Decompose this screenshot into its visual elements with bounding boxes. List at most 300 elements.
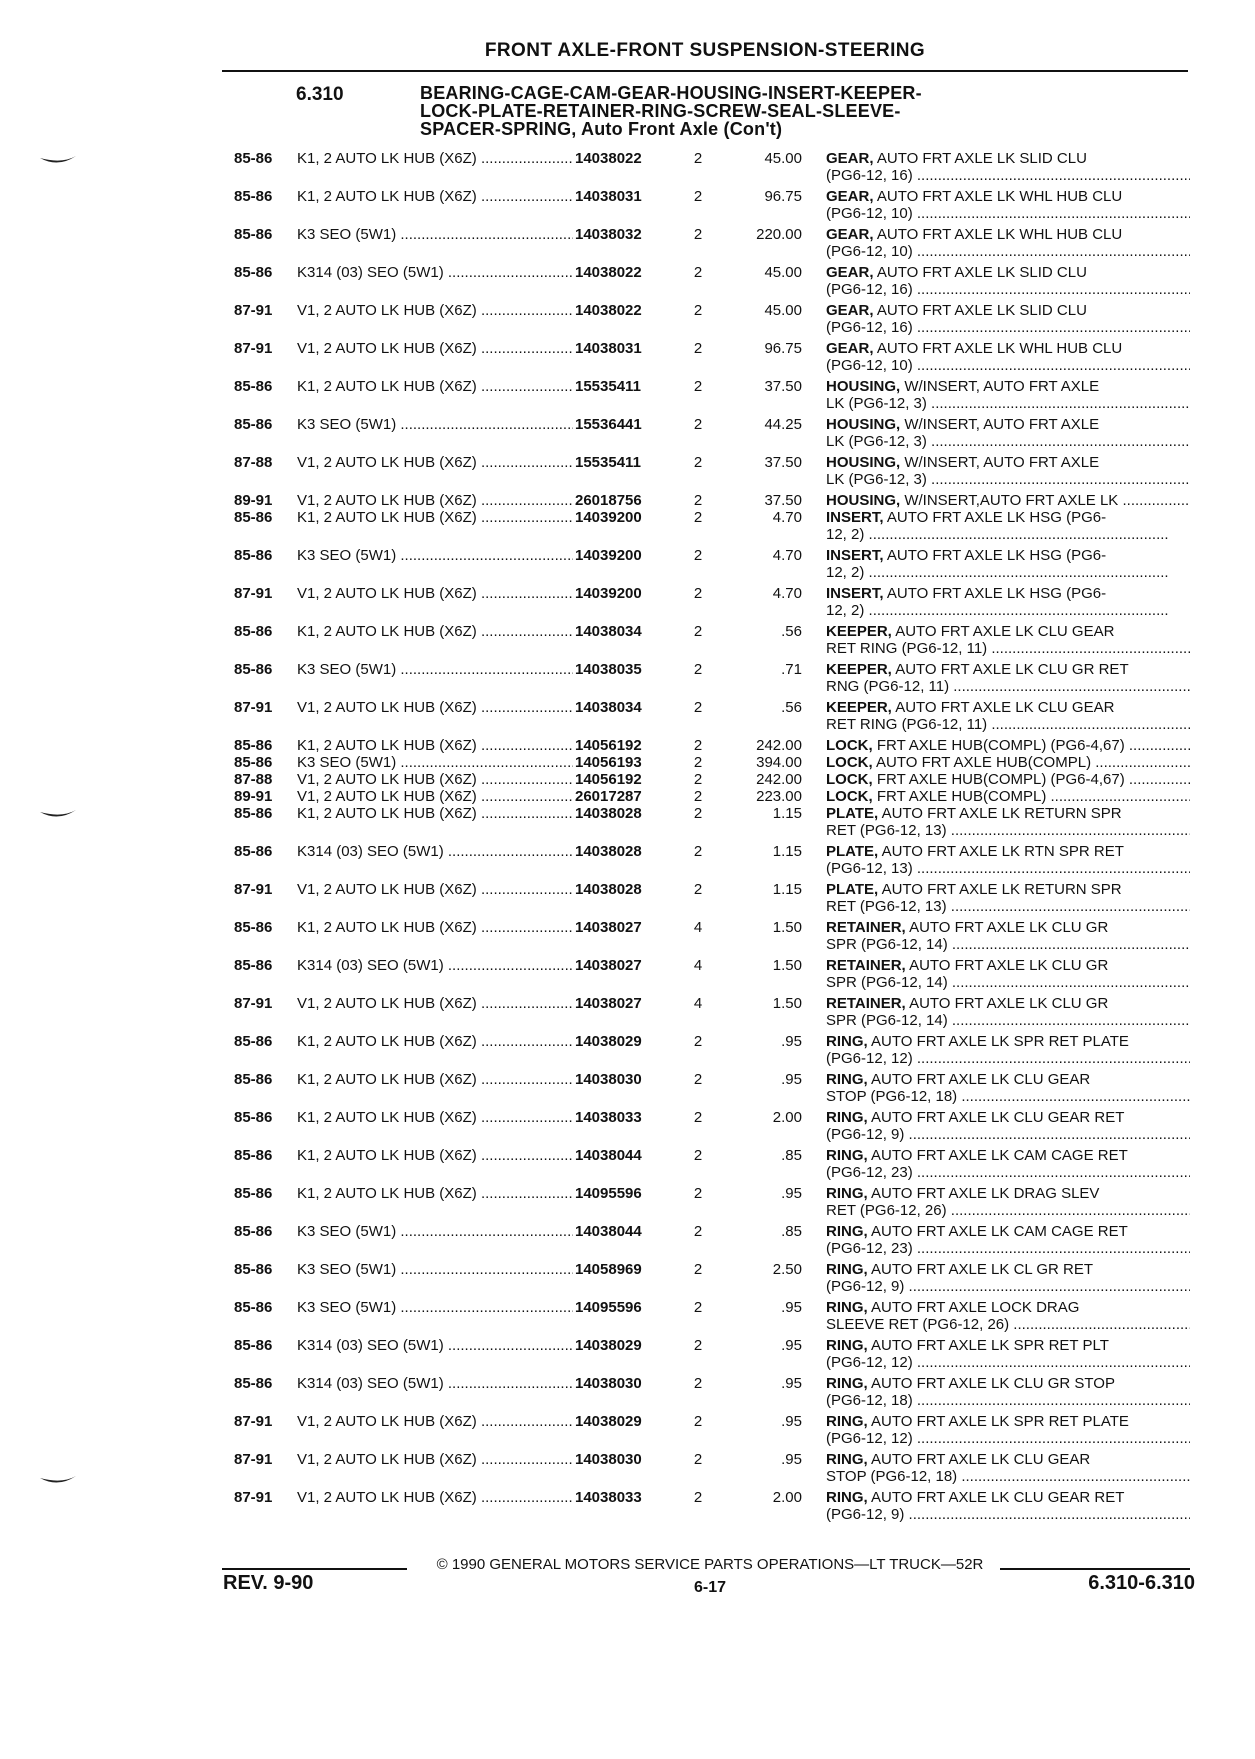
description-line bbox=[826, 843, 1190, 860]
model-years: 85-86 bbox=[234, 661, 273, 678]
model-years: 85-86 bbox=[234, 1375, 273, 1392]
description-text: FRT AXLE HUB(COMPL) (PG6-4,67) bbox=[872, 737, 1125, 754]
part-name: LOCK, bbox=[826, 754, 873, 771]
quantity: 2 bbox=[693, 1375, 703, 1392]
quantity: 2 bbox=[693, 788, 703, 805]
part-name: INSERT, bbox=[826, 585, 884, 602]
quantity: 2 bbox=[693, 454, 703, 471]
part-number: 14038044 bbox=[575, 1223, 642, 1240]
price: 4.70 bbox=[772, 547, 802, 564]
part-number: 14039200 bbox=[575, 509, 642, 526]
part-name: RING, bbox=[826, 1261, 868, 1278]
description-continuation: (PG6-12, 10) ..... bbox=[826, 243, 1190, 260]
part-description bbox=[826, 226, 1190, 260]
part-description bbox=[826, 1185, 1190, 1219]
model-years: 85-86 bbox=[234, 1261, 273, 1278]
part-description bbox=[826, 1109, 1190, 1143]
model-years: 89-91 bbox=[234, 492, 273, 509]
description-text: AUTO FRT AXLE LK CLU GEAR bbox=[891, 699, 1115, 716]
model-application: K3 SEO (5W1) ..... bbox=[297, 754, 573, 771]
price: 242.00 bbox=[756, 771, 802, 788]
part-name: RING, bbox=[826, 1489, 868, 1506]
description-text: AUTO FRT AXLE LK SPR RET PLT bbox=[867, 1337, 1109, 1354]
page-title: FRONT AXLE-FRONT SUSPENSION-STEERING bbox=[484, 40, 926, 61]
part-number: 14095596 bbox=[575, 1299, 642, 1316]
model-years: 85-86 bbox=[234, 547, 273, 564]
model-application: K1, 2 AUTO LK HUB (X6Z) ..... bbox=[297, 509, 573, 526]
part-name: KEEPER, bbox=[826, 661, 892, 678]
price: 394.00 bbox=[756, 754, 802, 771]
description-line bbox=[826, 771, 1190, 788]
description-line bbox=[826, 454, 1190, 471]
model-application: K3 SEO (5W1) ..... bbox=[297, 416, 573, 433]
part-description bbox=[826, 771, 1190, 788]
model-years: 87-91 bbox=[234, 1489, 273, 1506]
description-line bbox=[826, 378, 1190, 395]
description-continuation: (PG6-12, 18) ..... bbox=[826, 1392, 1190, 1409]
description-text: FRT AXLE HUB(COMPL) (PG6-4,67) bbox=[872, 771, 1125, 788]
description-text: AUTO FRT AXLE LK CLU GEAR RET bbox=[867, 1489, 1125, 1506]
quantity: 2 bbox=[693, 1185, 703, 1202]
model-years: 87-91 bbox=[234, 585, 273, 602]
part-name: HOUSING, bbox=[826, 416, 901, 433]
description-line bbox=[826, 805, 1190, 822]
part-name: RING, bbox=[826, 1451, 868, 1468]
model-application: V1, 2 AUTO LK HUB (X6Z) ..... bbox=[297, 881, 573, 898]
description-line bbox=[826, 1033, 1190, 1050]
part-name: RING, bbox=[826, 1299, 868, 1316]
section-title bbox=[420, 84, 1180, 138]
description-continuation: (PG6-12, 12) ..... bbox=[826, 1050, 1190, 1067]
description-continuation: RNG (PG6-12, 11) ..... bbox=[826, 678, 1190, 695]
model-years: 85-86 bbox=[234, 1071, 273, 1088]
part-number: 14038029 bbox=[575, 1337, 642, 1354]
quantity: 2 bbox=[693, 737, 703, 754]
price: 1.50 bbox=[772, 995, 802, 1012]
quantity: 2 bbox=[693, 1223, 703, 1240]
description-text: W/INSERT, AUTO FRT AXLE bbox=[900, 416, 1100, 433]
part-description bbox=[826, 1413, 1190, 1447]
part-description bbox=[826, 623, 1190, 657]
price: 37.50 bbox=[764, 378, 802, 395]
price: 242.00 bbox=[756, 737, 802, 754]
part-name: GEAR, bbox=[826, 340, 874, 357]
footer-rule-left bbox=[222, 1568, 407, 1570]
part-description bbox=[826, 1489, 1190, 1523]
price: 37.50 bbox=[764, 492, 802, 509]
description-continuation: RET (PG6-12, 26) ..... bbox=[826, 1202, 1190, 1219]
description-line bbox=[826, 1261, 1190, 1278]
description-text: AUTO FRT AXLE LK CLU GR STOP bbox=[867, 1375, 1115, 1392]
part-description bbox=[826, 1033, 1190, 1067]
model-application: K3 SEO (5W1) ..... bbox=[297, 1299, 573, 1316]
part-number: 14038034 bbox=[575, 623, 642, 640]
part-description bbox=[826, 995, 1190, 1029]
model-application: V1, 2 AUTO LK HUB (X6Z) ..... bbox=[297, 1451, 573, 1468]
description-text: AUTO FRT AXLE LK SLID CLU bbox=[873, 150, 1087, 167]
description-text: AUTO FRT AXLE LK SPR RET PLATE bbox=[867, 1413, 1129, 1430]
quantity: 2 bbox=[693, 302, 703, 319]
description-continuation: (PG6-12, 16) ..... bbox=[826, 319, 1190, 336]
description-continuation: STOP (PG6-12, 18) ..... bbox=[826, 1468, 1190, 1485]
part-description bbox=[826, 302, 1190, 336]
price: 4.70 bbox=[772, 585, 802, 602]
description-continuation: (PG6-12, 23) ..... bbox=[826, 1240, 1190, 1257]
part-number: 14056193 bbox=[575, 754, 642, 771]
quantity: 2 bbox=[693, 881, 703, 898]
part-description bbox=[826, 150, 1190, 184]
description-continuation: RET RING (PG6-12, 11) ..... bbox=[826, 640, 1190, 657]
description-text: W/INSERT, AUTO FRT AXLE bbox=[900, 454, 1100, 471]
part-description bbox=[826, 1147, 1190, 1181]
model-application: V1, 2 AUTO LK HUB (X6Z) ..... bbox=[297, 699, 573, 716]
quantity: 2 bbox=[693, 188, 703, 205]
part-description bbox=[826, 188, 1190, 222]
part-number: 14039200 bbox=[575, 585, 642, 602]
description-text: AUTO FRT AXLE LK SLID CLU bbox=[873, 302, 1087, 319]
part-name: RETAINER, bbox=[826, 995, 906, 1012]
part-name: RING, bbox=[826, 1185, 868, 1202]
model-application: K1, 2 AUTO LK HUB (X6Z) ..... bbox=[297, 1147, 573, 1164]
description-text: AUTO FRT AXLE LK RTN SPR RET bbox=[878, 843, 1124, 860]
quantity: 2 bbox=[693, 547, 703, 564]
title-divider bbox=[222, 70, 1188, 72]
part-number: 14038034 bbox=[575, 699, 642, 716]
part-number: 14038028 bbox=[575, 881, 642, 898]
model-years: 85-86 bbox=[234, 919, 273, 936]
price: 4.70 bbox=[772, 509, 802, 526]
description-continuation: LK (PG6-12, 3) ..... bbox=[826, 395, 1190, 412]
model-years: 85-86 bbox=[234, 1109, 273, 1126]
footer-rule-right bbox=[1000, 1568, 1190, 1570]
model-application: K1, 2 AUTO LK HUB (X6Z) ..... bbox=[297, 1109, 573, 1126]
model-years: 85-86 bbox=[234, 1299, 273, 1316]
part-name: PLATE, bbox=[826, 805, 879, 822]
part-description bbox=[826, 957, 1190, 991]
part-description bbox=[826, 919, 1190, 953]
price: 1.50 bbox=[772, 957, 802, 974]
description-continuation: (PG6-12, 10) ..... bbox=[826, 357, 1190, 374]
part-description bbox=[826, 699, 1190, 733]
section-range: 6.310-6.310 bbox=[1088, 1572, 1195, 1594]
description-line bbox=[826, 1451, 1190, 1468]
description-text: AUTO FRT AXLE HUB(COMPL) bbox=[872, 754, 1092, 771]
model-application: V1, 2 AUTO LK HUB (X6Z) ..... bbox=[297, 1413, 573, 1430]
description-continuation: (PG6-12, 13) ..... bbox=[826, 860, 1190, 877]
description-text: AUTO FRT AXLE LOCK DRAG bbox=[867, 1299, 1080, 1316]
price: .95 bbox=[781, 1033, 802, 1050]
part-number: 14038033 bbox=[575, 1109, 642, 1126]
description-text: AUTO FRT AXLE LK HSG (PG6- bbox=[883, 585, 1107, 602]
part-number: 14056192 bbox=[575, 737, 642, 754]
part-number: 14038022 bbox=[575, 150, 642, 167]
model-application: K1, 2 AUTO LK HUB (X6Z) ..... bbox=[297, 1185, 573, 1202]
price: .56 bbox=[781, 623, 802, 640]
part-name: HOUSING, bbox=[826, 492, 901, 509]
part-name: KEEPER, bbox=[826, 623, 892, 640]
quantity: 2 bbox=[693, 585, 703, 602]
price: 96.75 bbox=[764, 188, 802, 205]
part-name: RETAINER, bbox=[826, 957, 906, 974]
description-continuation: RET RING (PG6-12, 11) ..... bbox=[826, 716, 1190, 733]
description-line bbox=[826, 1147, 1190, 1164]
part-number: 14038022 bbox=[575, 264, 642, 281]
model-years: 85-86 bbox=[234, 1337, 273, 1354]
quantity: 2 bbox=[693, 1413, 703, 1430]
description-continuation: RET (PG6-12, 13) ..... bbox=[826, 822, 1190, 839]
quantity: 2 bbox=[693, 1337, 703, 1354]
section-title-line: BEARING-CAGE-CAM-GEAR-HOUSING-INSERT-KEEPER- bbox=[420, 83, 922, 103]
description-text: AUTO FRT AXLE LK CL GR RET bbox=[867, 1261, 1094, 1278]
part-name: GEAR, bbox=[826, 302, 874, 319]
quantity: 2 bbox=[693, 1451, 703, 1468]
price: .95 bbox=[781, 1413, 802, 1430]
price: .71 bbox=[781, 661, 802, 678]
model-years: 85-86 bbox=[234, 188, 273, 205]
part-number: 14038031 bbox=[575, 188, 642, 205]
model-years: 85-86 bbox=[234, 843, 273, 860]
part-description bbox=[826, 737, 1190, 754]
description-continuation: 12, 2) ..... bbox=[826, 564, 1190, 581]
part-number: 14038029 bbox=[575, 1413, 642, 1430]
part-name: GEAR, bbox=[826, 264, 874, 281]
part-description bbox=[826, 843, 1190, 877]
model-application: V1, 2 AUTO LK HUB (X6Z) ..... bbox=[297, 995, 573, 1012]
price: 223.00 bbox=[756, 788, 802, 805]
model-years: 85-86 bbox=[234, 226, 273, 243]
part-description bbox=[826, 1261, 1190, 1295]
part-description bbox=[826, 492, 1190, 509]
description-line bbox=[826, 995, 1190, 1012]
price: 96.75 bbox=[764, 340, 802, 357]
price: .95 bbox=[781, 1185, 802, 1202]
price: 45.00 bbox=[764, 150, 802, 167]
part-name: PLATE, bbox=[826, 881, 879, 898]
quantity: 4 bbox=[693, 919, 703, 936]
description-continuation: 12, 2) ..... bbox=[826, 526, 1190, 543]
description-line bbox=[826, 264, 1190, 281]
description-text: AUTO FRT AXLE LK CLU GEAR bbox=[867, 1071, 1091, 1088]
description-line bbox=[826, 585, 1190, 602]
part-name: PLATE, bbox=[826, 843, 879, 860]
quantity: 2 bbox=[693, 1299, 703, 1316]
part-name: GEAR, bbox=[826, 188, 874, 205]
part-description bbox=[826, 1071, 1190, 1105]
part-number: 14038044 bbox=[575, 1147, 642, 1164]
quantity: 2 bbox=[693, 805, 703, 822]
price: 1.15 bbox=[772, 843, 802, 860]
part-name: RING, bbox=[826, 1109, 868, 1126]
model-application: K1, 2 AUTO LK HUB (X6Z) ..... bbox=[297, 805, 573, 822]
model-years: 87-91 bbox=[234, 1451, 273, 1468]
part-number: 15535411 bbox=[575, 378, 641, 395]
price: 2.00 bbox=[772, 1109, 802, 1126]
part-description bbox=[826, 661, 1190, 695]
description-line bbox=[826, 547, 1190, 564]
description-continuation: (PG6-12, 9) ..... bbox=[826, 1506, 1190, 1523]
part-description bbox=[826, 1375, 1190, 1409]
description-line bbox=[826, 1071, 1190, 1088]
price: 1.15 bbox=[772, 881, 802, 898]
description-text: AUTO FRT AXLE LK CLU GEAR RET bbox=[867, 1109, 1125, 1126]
model-years: 87-91 bbox=[234, 1413, 273, 1430]
part-number: 14038030 bbox=[575, 1071, 642, 1088]
model-years: 85-86 bbox=[234, 150, 273, 167]
description-continuation: (PG6-12, 9) ..... bbox=[826, 1126, 1190, 1143]
description-line bbox=[826, 1223, 1190, 1240]
model-years: 87-91 bbox=[234, 340, 273, 357]
description-line bbox=[826, 754, 1190, 771]
price: 45.00 bbox=[764, 264, 802, 281]
description-continuation: (PG6-12, 16) ..... bbox=[826, 167, 1190, 184]
model-years: 85-86 bbox=[234, 1147, 273, 1164]
model-application: V1, 2 AUTO LK HUB (X6Z) ..... bbox=[297, 454, 573, 471]
binder-hole-mark bbox=[38, 152, 78, 170]
description-continuation: SPR (PG6-12, 14) ..... bbox=[826, 1012, 1190, 1029]
quantity: 2 bbox=[693, 754, 703, 771]
part-name: RING, bbox=[826, 1337, 868, 1354]
model-application: V1, 2 AUTO LK HUB (X6Z) ..... bbox=[297, 585, 573, 602]
part-description bbox=[826, 754, 1190, 771]
quantity: 4 bbox=[693, 995, 703, 1012]
description-text: AUTO FRT AXLE LK WHL HUB CLU bbox=[873, 188, 1123, 205]
description-continuation: (PG6-12, 12) ..... bbox=[826, 1430, 1190, 1447]
part-description bbox=[826, 547, 1190, 581]
description-text: AUTO FRT AXLE LK RETURN SPR bbox=[878, 881, 1122, 898]
description-text: AUTO FRT AXLE LK CLU GR RET bbox=[891, 661, 1129, 678]
part-number: 26018756 bbox=[575, 492, 642, 509]
binder-hole-mark bbox=[38, 1472, 78, 1490]
description-line bbox=[826, 150, 1190, 167]
part-name: RING, bbox=[826, 1413, 868, 1430]
quantity: 2 bbox=[693, 264, 703, 281]
part-name: KEEPER, bbox=[826, 699, 892, 716]
part-number: 14039200 bbox=[575, 547, 642, 564]
part-name: RING, bbox=[826, 1071, 868, 1088]
description-line bbox=[826, 699, 1190, 716]
quantity: 2 bbox=[693, 661, 703, 678]
model-application: V1, 2 AUTO LK HUB (X6Z) ..... bbox=[297, 1489, 573, 1506]
part-name: RING, bbox=[826, 1223, 868, 1240]
model-application: K1, 2 AUTO LK HUB (X6Z) ..... bbox=[297, 1071, 573, 1088]
quantity: 2 bbox=[693, 1261, 703, 1278]
model-application: K3 SEO (5W1) ..... bbox=[297, 661, 573, 678]
model-years: 85-86 bbox=[234, 509, 273, 526]
part-name: RING, bbox=[826, 1147, 868, 1164]
description-continuation: SLEEVE RET (PG6-12, 26) ..... bbox=[826, 1316, 1190, 1333]
description-continuation: (PG6-12, 16) ..... bbox=[826, 281, 1190, 298]
price: .85 bbox=[781, 1223, 802, 1240]
description-continuation: (PG6-12, 9) ..... bbox=[826, 1278, 1190, 1295]
part-name: HOUSING, bbox=[826, 454, 901, 471]
part-number: 14038029 bbox=[575, 1033, 642, 1050]
description-continuation: LK (PG6-12, 3) ..... bbox=[826, 433, 1190, 450]
part-number: 14038028 bbox=[575, 843, 642, 860]
part-description bbox=[826, 509, 1190, 543]
price: 220.00 bbox=[756, 226, 802, 243]
part-description bbox=[826, 416, 1190, 450]
quantity: 2 bbox=[693, 1489, 703, 1506]
description-text: AUTO FRT AXLE LK CLU GR bbox=[905, 919, 1109, 936]
part-description bbox=[826, 454, 1190, 488]
model-years: 87-91 bbox=[234, 995, 273, 1012]
part-description bbox=[826, 340, 1190, 374]
part-name: LOCK, bbox=[826, 771, 873, 788]
price: 2.00 bbox=[772, 1489, 802, 1506]
model-years: 85-86 bbox=[234, 1223, 273, 1240]
price: .95 bbox=[781, 1299, 802, 1316]
price: 44.25 bbox=[764, 416, 802, 433]
description-text: FRT AXLE HUB(COMPL) bbox=[872, 788, 1047, 805]
quantity: 4 bbox=[693, 957, 703, 974]
quantity: 2 bbox=[693, 699, 703, 716]
part-number: 14038030 bbox=[575, 1375, 642, 1392]
description-line bbox=[826, 919, 1190, 936]
quantity: 2 bbox=[693, 150, 703, 167]
description-line bbox=[826, 226, 1190, 243]
part-number: 14038031 bbox=[575, 340, 642, 357]
price: .95 bbox=[781, 1337, 802, 1354]
model-application: K314 (03) SEO (5W1) ..... bbox=[297, 1337, 573, 1354]
model-application: K1, 2 AUTO LK HUB (X6Z) ..... bbox=[297, 150, 573, 167]
price: .56 bbox=[781, 699, 802, 716]
quantity: 2 bbox=[693, 416, 703, 433]
model-years: 87-88 bbox=[234, 771, 273, 788]
part-number: 14038027 bbox=[575, 957, 642, 974]
description-text: W/INSERT, AUTO FRT AXLE bbox=[900, 378, 1100, 395]
quantity: 2 bbox=[693, 1033, 703, 1050]
model-application: K3 SEO (5W1) ..... bbox=[297, 1261, 573, 1278]
model-application: V1, 2 AUTO LK HUB (X6Z) ..... bbox=[297, 788, 573, 805]
model-application: K1, 2 AUTO LK HUB (X6Z) ..... bbox=[297, 188, 573, 205]
model-application: K1, 2 AUTO LK HUB (X6Z) ..... bbox=[297, 919, 573, 936]
section-title-line: LOCK-PLATE-RETAINER-RING-SCREW-SEAL-SLEEVE- bbox=[420, 101, 901, 121]
model-years: 85-86 bbox=[234, 1033, 273, 1050]
model-application: V1, 2 AUTO LK HUB (X6Z) ..... bbox=[297, 340, 573, 357]
part-description bbox=[826, 264, 1190, 298]
quantity: 2 bbox=[693, 226, 703, 243]
part-name: RING, bbox=[826, 1375, 868, 1392]
part-name: INSERT, bbox=[826, 547, 884, 564]
binder-hole-mark bbox=[38, 806, 78, 824]
quantity: 2 bbox=[693, 1109, 703, 1126]
price: 37.50 bbox=[764, 454, 802, 471]
description-line bbox=[826, 788, 1190, 805]
description-line bbox=[826, 957, 1190, 974]
quantity: 2 bbox=[693, 623, 703, 640]
description-text: AUTO FRT AXLE LK RETURN SPR bbox=[878, 805, 1122, 822]
revision-label: REV. 9-90 bbox=[223, 1572, 314, 1594]
model-years: 85-86 bbox=[234, 623, 273, 640]
description-continuation: 12, 2) ..... bbox=[826, 602, 1190, 619]
model-application: K314 (03) SEO (5W1) ..... bbox=[297, 957, 573, 974]
description-line bbox=[826, 623, 1190, 640]
part-number: 14095596 bbox=[575, 1185, 642, 1202]
part-number: 14038032 bbox=[575, 226, 642, 243]
model-application: V1, 2 AUTO LK HUB (X6Z) ..... bbox=[297, 492, 573, 509]
description-continuation: (PG6-12, 12) ..... bbox=[826, 1354, 1190, 1371]
price: .95 bbox=[781, 1451, 802, 1468]
model-years: 85-86 bbox=[234, 378, 273, 395]
part-name: RETAINER, bbox=[826, 919, 906, 936]
price: .95 bbox=[781, 1375, 802, 1392]
description-line bbox=[826, 416, 1190, 433]
description-line bbox=[826, 1185, 1190, 1202]
description-text: AUTO FRT AXLE LK CAM CAGE RET bbox=[867, 1223, 1128, 1240]
part-name: LOCK, bbox=[826, 737, 873, 754]
description-line bbox=[826, 1413, 1190, 1430]
quantity: 2 bbox=[693, 771, 703, 788]
